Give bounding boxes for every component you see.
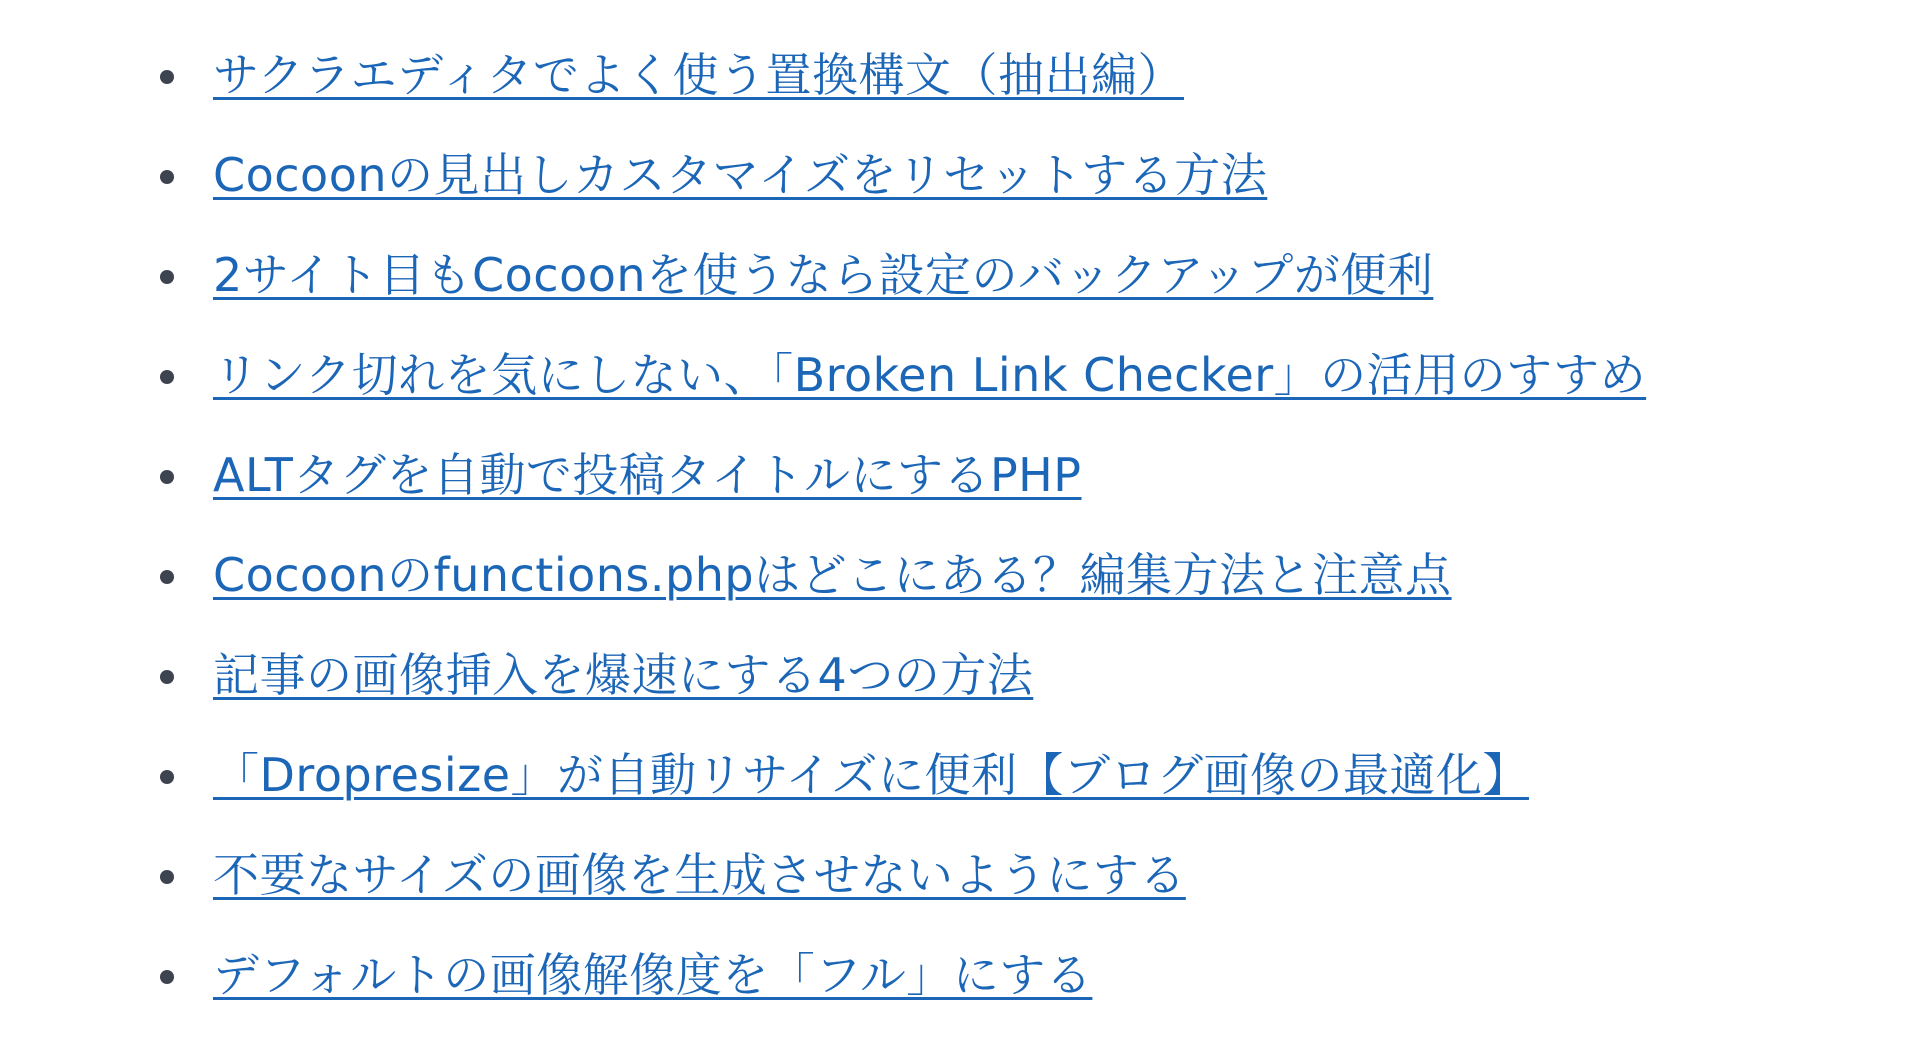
list-item (150, 234, 1646, 334)
article-link[interactable]: Cocoonのfunctions.phpはどこにある？編集方法と注意点 (213, 548, 1452, 602)
bullet-icon (160, 70, 174, 84)
related-article-list (150, 34, 1646, 1034)
article-link[interactable]: 2サイト目もCocoonを使うなら設定のバックアップが便利 (213, 248, 1434, 302)
article-link[interactable]: サクラエディタでよく使う置換構文（抽出編） (213, 48, 1184, 102)
article-link[interactable]: 不要なサイズの画像を生成させないようにする (213, 848, 1186, 902)
bullet-icon (160, 870, 174, 884)
bullet-icon (160, 970, 174, 984)
article-link[interactable]: 「Dropresize」が自動リサイズに便利【ブログ画像の最適化】 (213, 748, 1529, 802)
bullet-icon (160, 570, 174, 584)
list-item (150, 534, 1646, 634)
bullet-icon (160, 670, 174, 684)
list-item (150, 934, 1646, 1034)
article-link[interactable]: リンク切れを気にしない、「Broken Link Checker」の活用のすすめ (213, 348, 1647, 402)
list-item (150, 134, 1646, 234)
article-link[interactable]: デフォルトの画像解像度を「フル」にする (213, 948, 1093, 1002)
bullet-icon (160, 370, 174, 384)
bullet-icon (160, 770, 174, 784)
list-item (150, 834, 1646, 934)
list-item (150, 434, 1646, 534)
bullet-icon (160, 270, 174, 284)
article-link[interactable]: ALTタグを自動で投稿タイトルにするPHP (213, 448, 1082, 502)
article-link[interactable]: Cocoonの見出しカスタマイズをリセットする方法 (213, 148, 1268, 202)
list-item (150, 334, 1646, 434)
list-item (150, 734, 1646, 834)
bullet-icon (160, 470, 174, 484)
list-item (150, 634, 1646, 734)
bullet-icon (160, 170, 174, 184)
list-item (150, 34, 1646, 134)
article-link[interactable]: 記事の画像挿入を爆速にする4つの方法 (213, 648, 1034, 702)
